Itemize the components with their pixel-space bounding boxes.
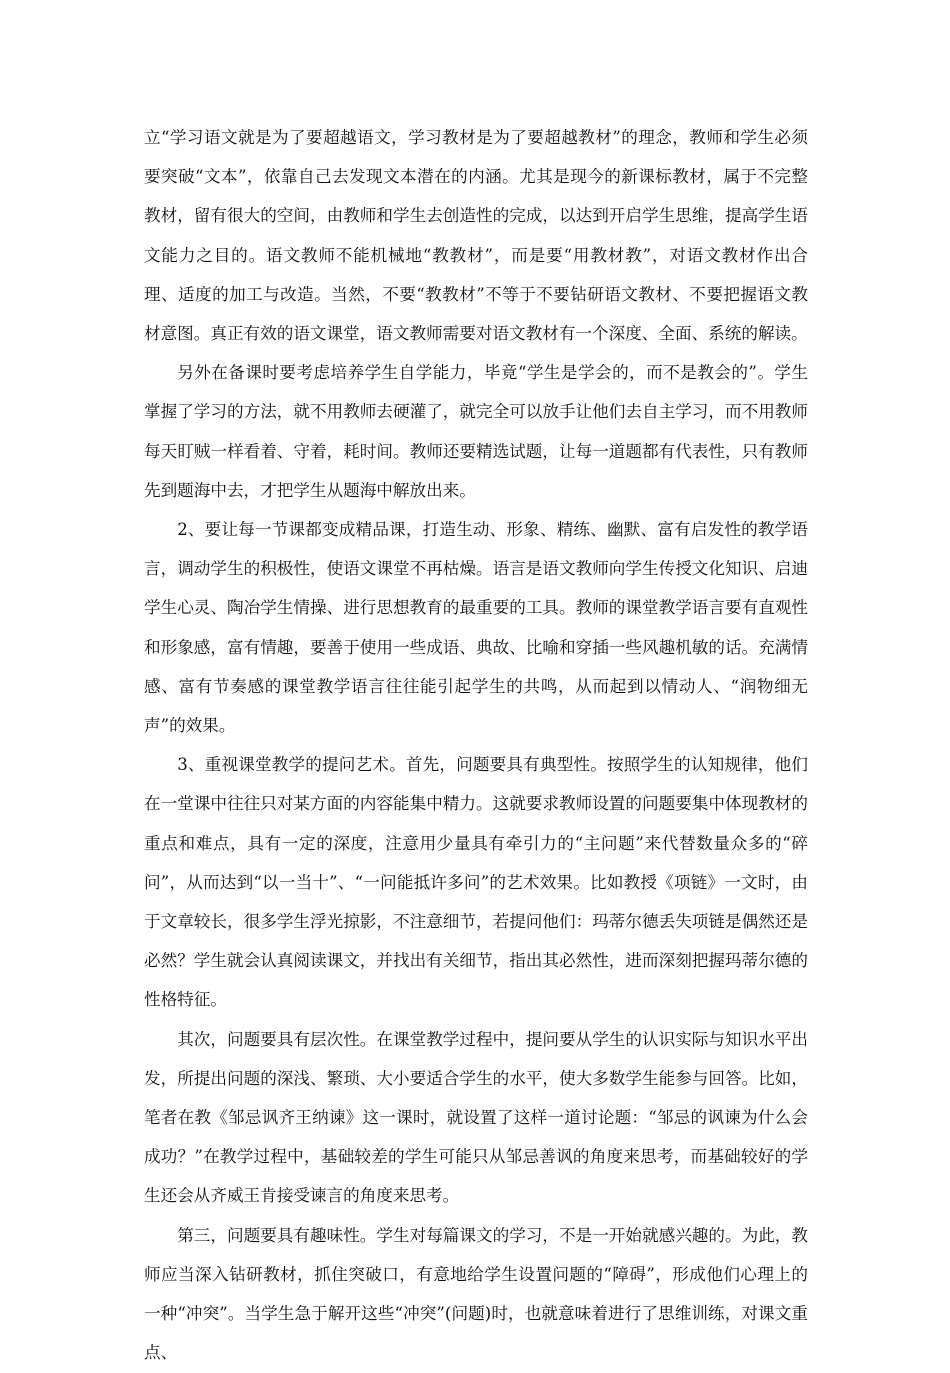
- document-body: [144, 118, 808, 1373]
- paragraph-4: 3、重视课堂教学的提问艺术。首先，问题要具有典型性。按照学生的认知规律，他们在一堂课中往往只对某方面的内容能集中精力。这就要求教师设置的问题要集中体现教材的重点和难点，具有一定的深度，注意用少量具有牵引力的“主问题”来代替数量众多的“碎问”，从而达到“以一当十”、“一问能抵许多问”的艺术效果。比如教授《项链》一文时，由于文章较长，很多学生浮光掠影，不注意细节，若提问他们：玛蒂尔德丢失项链是偶然还是必然？学生就会认真阅读课文，并找出有关细节，指出其必然性，进而深刻把握玛蒂尔德的性格特征。: [144, 755, 808, 1010]
- paragraph-2: 另外在备课时要考虑培养学生自学能力，毕竟“学生是学会的，而不是教会的”。学生掌握了学习的方法，就不用教师去硬灌了，就完全可以放手让他们去自主学习，而不用教师每天盯贼一样看着、守着，耗时间。教师还要精选试题，让每一道题都有代表性，只有教师先到题海中去，才把学生从题海中解放出来。: [144, 363, 808, 500]
- paragraph-5: 其次，问题要具有层次性。在课堂教学过程中，提问要从学生的认识实际与知识水平出发，所提出问题的深浅、繁琐、大小要适合学生的水平，使大多数学生能参与回答。比如，笔者在教《邹忌讽齐王纳谏》这一课时，就设置了这样一道讨论题：“邹忌的讽谏为什么会成功？”在教学过程中，基础较差的学生可能只从邹忌善讽的角度来思考，而基础较好的学生还会从齐威王肯接受谏言的角度来思考。: [144, 1029, 808, 1206]
- paragraph-6: 第三，问题要具有趣味性。学生对每篇课文的学习，不是一开始就感兴趣的。为此，教师应当深入钻研教材，抓住突破口，有意地给学生设置问题的“障碍”，形成他们心理上的一种“冲突”。当学生急于解开这些“冲突”(问题)时，也就意味着进行了思维训练，对课文重点、: [144, 1225, 808, 1363]
- paragraph-1: 立“学习语文就是为了要超越语文，学习教材是为了要超越教材”的理念，教师和学生必须要突破“文本”，依靠自己去发现文本潜在的内涵。尤其是现今的新课标教材，属于不完整教材，留有很大的空间，由教师和学生去创造性的完成，以达到开启学生思维，提高学生语文能力之目的。语文教师不能机械地“教教材”，而是要“用教材教”，对语文教材作出合理、适度的加工与改造。当然，不要“教教材”不等于不要钻研语文教材、不要把握语文教材意图。真正有效的语文课堂，语文教师需要对语文教材有一个深度、全面、系统的解读。: [144, 128, 808, 344]
- paragraph-3: 2、要让每一节课都变成精品课，打造生动、形象、精练、幽默、富有启发性的教学语言，调动学生的积极性，使语文课堂不再枯燥。语言是语文教师向学生传授文化知识、启迪学生心灵、陶冶学生情操、进行思想教育的最重要的工具。教师的课堂教学语言要有直观性和形象感，富有情趣，要善于使用一些成语、典故、比喻和穿插一些风趣机敏的话。充满情感、富有节奏感的课堂教学语言往往能引起学生的共鸣，从而起到以情动人、“润物细无声”的效果。: [144, 520, 808, 736]
